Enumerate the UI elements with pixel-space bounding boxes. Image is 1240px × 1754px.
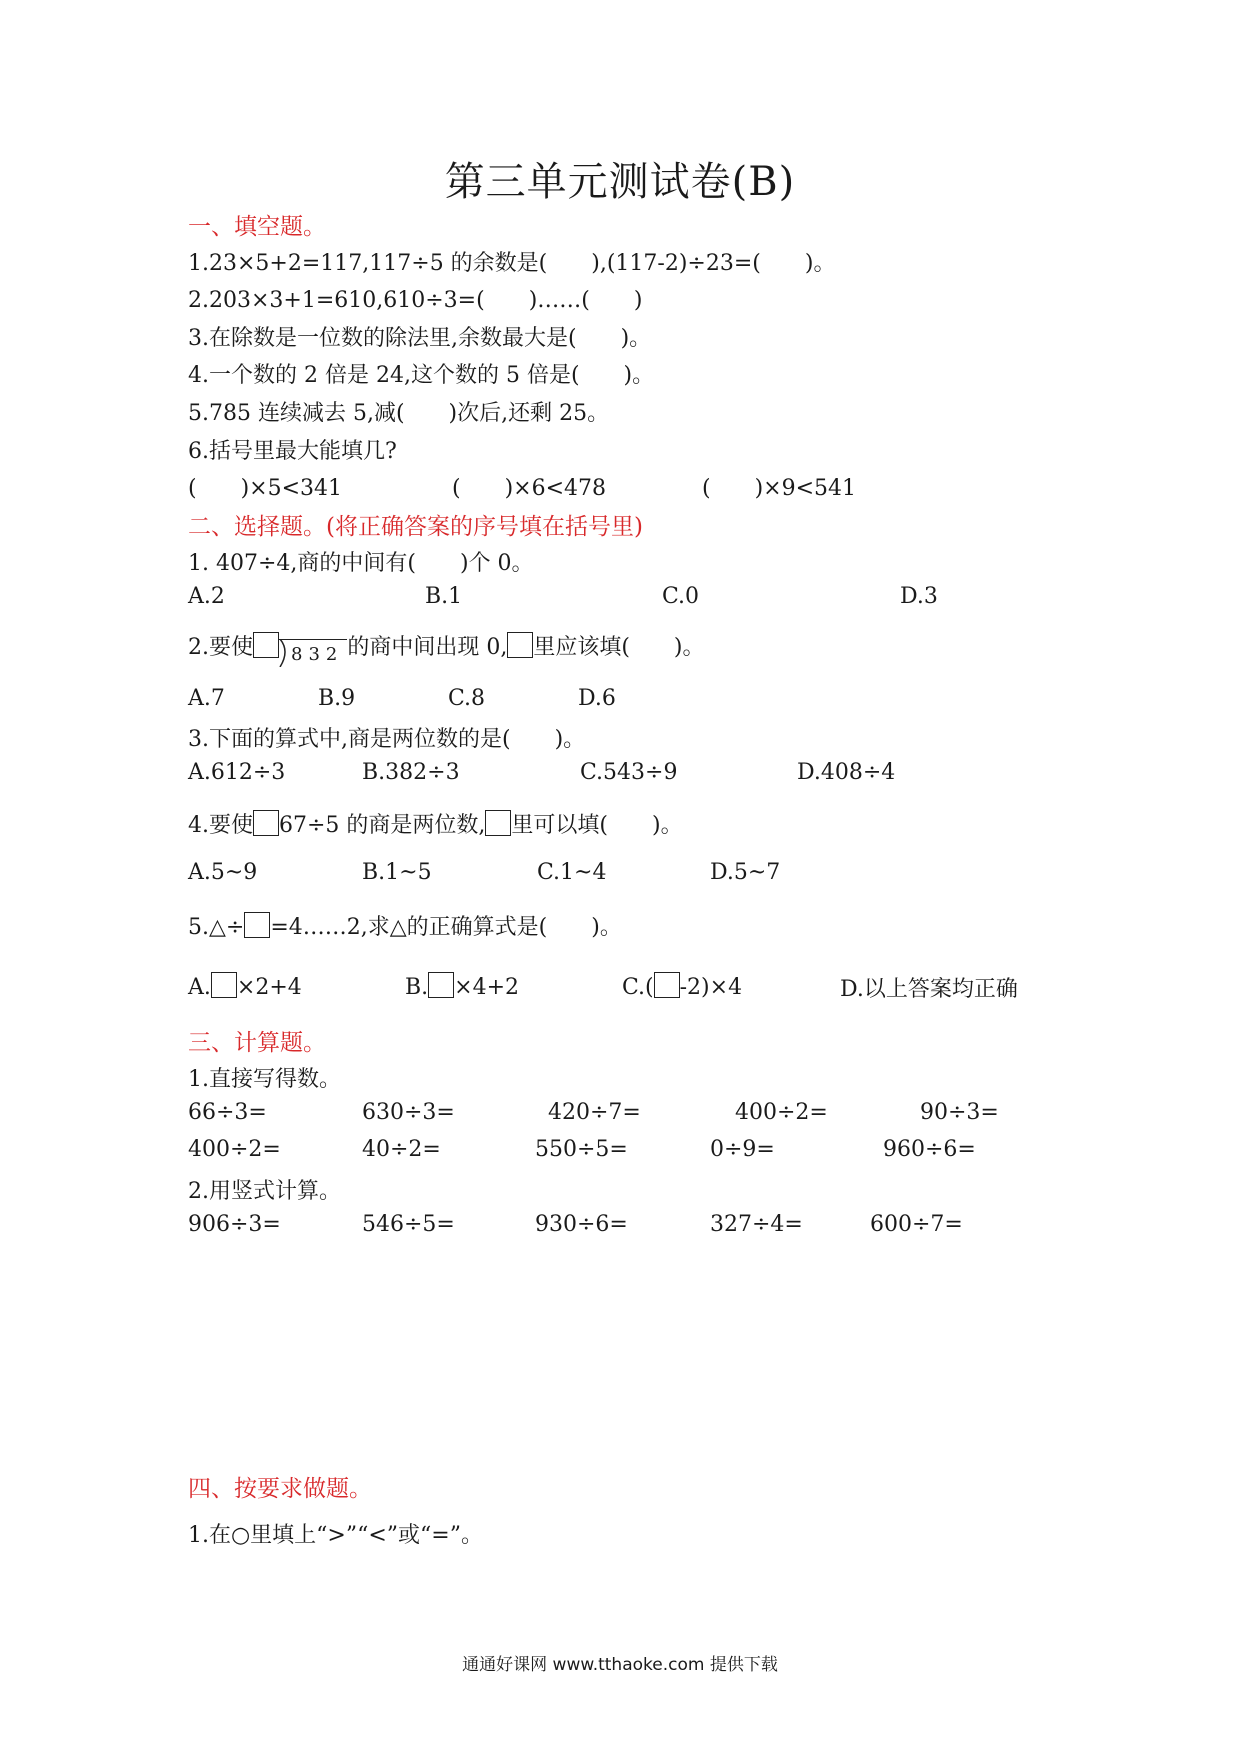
choice-q5-option-d: D.以上答案均正确 xyxy=(840,977,1018,1002)
option-c-label: C.( xyxy=(622,975,654,1000)
fill-question-5: 5.785 连续减去 5,减( )次后,还剩 25。 xyxy=(188,401,610,426)
section-heading-calc: 三、计算题。 xyxy=(188,1030,326,1056)
choice-question-5 xyxy=(188,910,622,941)
choice-q1-option-d: D.3 xyxy=(900,584,938,609)
option-b-expr: ×4+2 xyxy=(454,975,520,1000)
division-bracket-icon xyxy=(279,639,291,667)
blank-box xyxy=(244,912,270,938)
choice-q2-option-b: B.9 xyxy=(318,686,356,711)
calc-item: 960÷6= xyxy=(883,1137,976,1162)
choice-question-3: 3.下面的算式中,商是两位数的是( )。 xyxy=(188,727,586,752)
blank-box xyxy=(485,810,511,836)
choice-q2-prefix: 2.要使 xyxy=(188,635,253,660)
calc-question-2: 2.用竖式计算。 xyxy=(188,1179,341,1204)
choice-q4-option-b: B.1~5 xyxy=(362,860,432,885)
fill-question-6b: ( )×6<478 xyxy=(452,476,607,501)
choice-q2-option-a: A.7 xyxy=(188,686,225,711)
page-title: 第三单元测试卷(B) xyxy=(444,159,796,205)
fill-question-1: 1.23×5+2=117,117÷5 的余数是( ),(117-2)÷23=( )。 xyxy=(188,251,836,276)
option-b-label: B. xyxy=(405,975,429,1000)
blank-box xyxy=(211,972,237,998)
choice-question-4 xyxy=(188,808,683,839)
choice-q5-option-a xyxy=(188,972,302,1000)
section-heading-fill: 一、填空题。 xyxy=(188,214,326,240)
choice-q2-option-c: C.8 xyxy=(448,686,486,711)
choice-q3-option-d: D.408÷4 xyxy=(797,760,896,785)
choice-question-2 xyxy=(188,630,705,666)
choice-q5-text: =4……2,求△的正确算式是( )。 xyxy=(270,915,622,940)
calc-item: 90÷3= xyxy=(920,1100,999,1125)
blank-box xyxy=(507,632,533,658)
choice-q3-option-b: B.382÷3 xyxy=(362,760,460,785)
calc-item: 420÷7= xyxy=(548,1100,641,1125)
blank-box xyxy=(654,972,680,998)
calc-item: 906÷3= xyxy=(188,1212,281,1237)
calc-item: 930÷6= xyxy=(535,1212,628,1237)
blank-box xyxy=(428,972,454,998)
choice-q5-prefix: 5.△÷ xyxy=(188,915,245,940)
fill-question-3: 3.在除数是一位数的除法里,余数最大是( )。 xyxy=(188,326,652,351)
fill-question-6: 6.括号里最大能填几? xyxy=(188,439,397,464)
calc-item: 0÷9= xyxy=(710,1137,775,1162)
blank-box xyxy=(253,810,279,836)
dividend: 832 xyxy=(279,639,347,665)
calc-item: 550÷5= xyxy=(535,1137,628,1162)
choice-q3-option-c: C.543÷9 xyxy=(580,760,678,785)
task-question-1: 1.在○里填上“>”“<”或“=”。 xyxy=(188,1523,483,1548)
choice-q4-prefix: 4.要使 xyxy=(188,813,253,838)
blank-box xyxy=(253,632,279,658)
calc-question-1: 1.直接写得数。 xyxy=(188,1067,341,1092)
calc-item: 546÷5= xyxy=(362,1212,455,1237)
calc-item: 630÷3= xyxy=(362,1100,455,1125)
calc-item: 600÷7= xyxy=(870,1212,963,1237)
choice-question-1: 1. 407÷4,商的中间有( )个 0。 xyxy=(188,551,534,576)
footer-credit: 通通好课网 www.tthaoke.com 提供下载 xyxy=(462,1655,778,1675)
choice-q4-option-c: C.1~4 xyxy=(537,860,607,885)
long-division-symbol xyxy=(279,639,347,666)
choice-q4-end: 里可以填( )。 xyxy=(511,813,683,838)
choice-q4-middle: 67÷5 的商是两位数, xyxy=(279,813,486,838)
choice-q1-option-c: C.0 xyxy=(662,584,700,609)
choice-q5-option-b xyxy=(405,972,519,1000)
section-heading-choice: 二、选择题。(将正确答案的序号填在括号里) xyxy=(188,514,643,540)
choice-q3-option-a: A.612÷3 xyxy=(188,760,286,785)
fill-question-4: 4.一个数的 2 倍是 24,这个数的 5 倍是( )。 xyxy=(188,363,655,388)
section-heading-task: 四、按要求做题。 xyxy=(188,1476,372,1502)
calc-item: 400÷2= xyxy=(188,1137,281,1162)
calc-item: 40÷2= xyxy=(362,1137,441,1162)
choice-q4-option-a: A.5~9 xyxy=(188,860,258,885)
fill-question-2: 2.203×3+1=610,610÷3=( )……( ) xyxy=(188,288,643,313)
choice-q2-end: 里应该填( )。 xyxy=(533,635,705,660)
choice-q1-option-a: A.2 xyxy=(188,584,225,609)
fill-question-6c: ( )×9<541 xyxy=(702,476,857,501)
choice-q2-option-d: D.6 xyxy=(578,686,616,711)
choice-q2-middle: 的商中间出现 0, xyxy=(347,635,508,660)
option-a-label: A. xyxy=(188,975,211,1000)
option-a-expr: ×2+4 xyxy=(236,975,302,1000)
calc-item: 400÷2= xyxy=(735,1100,828,1125)
option-c-expr: -2)×4 xyxy=(679,975,743,1000)
choice-q1-option-b: B.1 xyxy=(425,584,463,609)
calc-item: 327÷4= xyxy=(710,1212,803,1237)
choice-q5-option-c xyxy=(622,972,742,1000)
choice-q4-option-d: D.5~7 xyxy=(710,860,781,885)
calc-item: 66÷3= xyxy=(188,1100,267,1125)
fill-question-6a: ( )×5<341 xyxy=(188,476,343,501)
